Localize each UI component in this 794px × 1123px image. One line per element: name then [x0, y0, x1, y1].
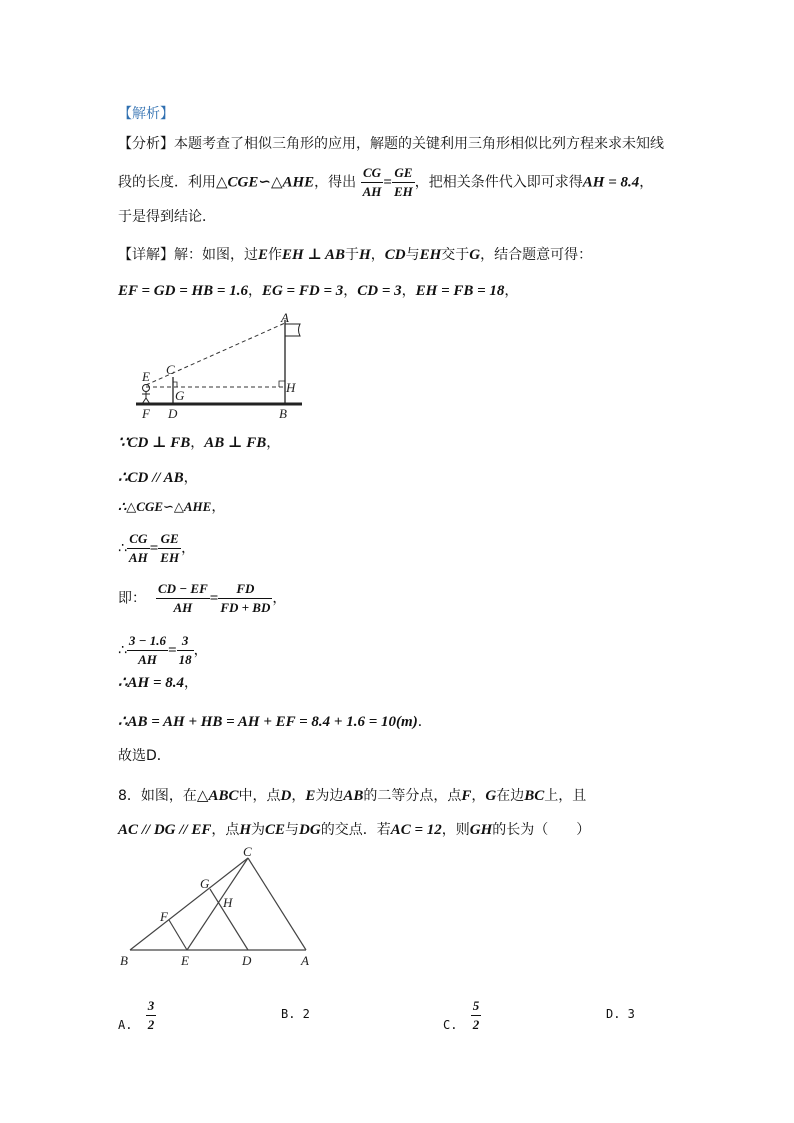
step-6-fraction-2: [177, 632, 194, 669]
frac-den: AH: [362, 184, 382, 199]
step-7-expr: ∴AH = 8.4: [118, 675, 185, 691]
separator: ，: [211, 499, 226, 515]
frac-num: CG: [361, 164, 384, 183]
frac-num: 3 − 1.6: [127, 632, 168, 651]
step-8: [118, 712, 432, 732]
label-a: A: [281, 310, 289, 325]
frac-den: AH: [173, 600, 193, 615]
separator: ，: [190, 435, 205, 451]
frac-den: 2: [147, 1017, 155, 1032]
analysis-text-2a: 段的长度．利用: [118, 174, 216, 191]
point-h: H: [239, 822, 252, 838]
analysis-text-2b: ，得出: [314, 174, 357, 191]
frac-den: AH: [128, 550, 148, 565]
step-3-expr: ∴△CGE∽△AHE: [118, 499, 212, 514]
equation-2: EG = FD = 3: [261, 283, 344, 299]
step-3: [118, 497, 225, 517]
segment-bc: BC: [524, 788, 545, 804]
q-text: 为边: [315, 788, 344, 804]
q-text: ，点: [211, 822, 240, 838]
separator: ，: [193, 642, 208, 659]
segment-eh: EH: [419, 247, 442, 263]
side-ca: [248, 858, 306, 950]
point-h: H: [359, 247, 371, 263]
q-text: ，: [291, 788, 306, 804]
step-1-expr: ∵CD ⊥ FB: [118, 435, 191, 451]
ah-value: AH = 8.4: [582, 174, 640, 191]
detail-text: 与: [405, 247, 420, 263]
option-d[interactable]: D. 3: [606, 1007, 635, 1021]
perpendicular-expr: EH ⊥ AB: [282, 247, 346, 263]
label-c: C: [243, 844, 252, 859]
frac-num: CD − EF: [156, 580, 210, 599]
label-g: G: [200, 876, 210, 891]
segment-ce: CE: [265, 822, 286, 838]
analysis-text-2c: ，把相关条件代入即可求得: [414, 174, 583, 191]
label-h: H: [223, 895, 233, 910]
step-6-fraction-1: [127, 632, 168, 669]
separator: ，: [181, 540, 196, 557]
frac-num: 5: [471, 997, 482, 1016]
label-b: B: [120, 953, 128, 968]
option-c[interactable]: [443, 998, 481, 1044]
frac-num: CG: [127, 530, 150, 549]
option-b[interactable]: B. 2: [281, 1007, 310, 1021]
triangle-figure: [115, 843, 325, 973]
option-c-label: C.: [443, 1018, 458, 1032]
separator: ，: [184, 675, 199, 691]
q-text: ，: [471, 788, 486, 804]
equation-3: CD = 3: [357, 283, 402, 299]
separator: ，: [247, 283, 262, 299]
detail-tag: 【详解】: [118, 247, 174, 263]
segment-ef-line: [169, 920, 187, 950]
label-e: E: [142, 369, 150, 384]
frac-den: 2: [472, 1017, 480, 1032]
analysis-text-1: 本题考查了相似三角形的应用，解题的关键利用三角形相似比列方程来求未知线: [174, 136, 664, 152]
detail-line-2: [118, 281, 518, 301]
ratio-fraction-1: [361, 164, 384, 201]
frac-den: EH: [160, 550, 180, 565]
separator: ，: [266, 435, 281, 451]
frac-den: 18: [178, 652, 192, 667]
point-g: G: [469, 247, 481, 263]
label-d: D: [242, 953, 252, 968]
therefore-symbol: ∴: [118, 540, 127, 557]
point-g: G: [485, 788, 497, 804]
label-f: F: [160, 909, 168, 924]
step-6: ∴ $\frac{3 - 1.6}{AH}$ = $\frac{3}{18}$ ，: [118, 633, 208, 667]
label-c: C: [166, 362, 175, 377]
separator: ，: [272, 590, 287, 607]
analysis-line-3: 于是得到结论．: [118, 209, 216, 225]
similar-triangles: △CGE∽△AHE: [216, 174, 315, 191]
detail-text: 于: [345, 247, 360, 263]
frac-num: 3: [177, 632, 194, 651]
segment-dg: DG: [299, 822, 321, 838]
separator: ．: [417, 714, 432, 730]
frac-num: GE: [158, 530, 181, 549]
segment-cd: CD: [384, 247, 406, 263]
step-1: [118, 433, 280, 453]
analysis-text-2d: ，: [639, 174, 654, 191]
label-b: B: [279, 406, 287, 421]
step-1b-expr: AB ⊥ FB: [204, 435, 267, 451]
separator: ，: [504, 283, 519, 299]
equation-4: EH = FB = 18: [415, 283, 505, 299]
detail-line-1: [118, 245, 592, 265]
q-text: 的交点．若: [320, 822, 391, 838]
detail-text: 解：如图，过: [174, 247, 258, 263]
ac-value: AC = 12: [390, 822, 442, 838]
frac-den: AH: [138, 652, 157, 667]
triangle-abc: △ABC: [196, 788, 239, 804]
segment-gh: GH: [469, 822, 493, 838]
question-8-line-2: [118, 820, 590, 840]
therefore-symbol: ∴: [118, 642, 127, 659]
option-c-fraction: [471, 997, 482, 1034]
separator: ，: [343, 283, 358, 299]
label-a: A: [301, 953, 309, 968]
ratio-fraction-2: [392, 164, 415, 201]
label-f: F: [142, 406, 150, 421]
analysis-line-2: 段的长度．利用△CGE∽△AHE，得出 $\frac{CG}{AH}$ = $\frac{GE}{EH}$ ，把相关条件代入即可求得AH = 8.4，: [118, 165, 654, 199]
frac-den: EH: [393, 184, 413, 199]
separator: ，: [183, 470, 198, 486]
frac-den: FD + BD: [220, 600, 271, 615]
option-a[interactable]: [118, 998, 156, 1044]
label-h: H: [286, 380, 296, 395]
q-text: 上，且: [544, 788, 587, 804]
option-a-label: A.: [118, 1018, 133, 1032]
namely-text: 即：: [118, 590, 146, 607]
solution-heading: 【解析】: [118, 106, 174, 122]
step-2: [118, 468, 198, 488]
q-text: ，则: [441, 822, 470, 838]
step-4: ∴ $\frac{CG}{AH}$ = $\frac{GE}{EH}$ ，: [118, 531, 196, 565]
q-text: 为: [251, 822, 266, 838]
q-text: 在边: [496, 788, 525, 804]
detail-text: 交于: [441, 247, 470, 263]
q-text: 中，点: [238, 788, 281, 804]
analysis-tag: 【分析】: [118, 136, 174, 152]
detail-text: ，: [370, 247, 385, 263]
equation-1: EF = GD = HB = 1.6: [118, 283, 248, 299]
step-8-expr: ∴AB = AH + HB = AH + EF = 8.4 + 1.6 = 10(m): [118, 714, 418, 730]
point-e: E: [305, 788, 316, 804]
question-8-line-1: [118, 786, 586, 806]
flagpole-figure: [126, 308, 316, 423]
detail-text: 作: [268, 247, 283, 263]
right-angle-mark: [279, 381, 285, 387]
q-text: 的二等分点，点: [363, 788, 462, 804]
q-text: 的长为（ ）: [492, 822, 591, 838]
point-f: F: [461, 788, 472, 804]
label-e: E: [181, 953, 189, 968]
separator: ，: [401, 283, 416, 299]
frac-num: 3: [146, 997, 157, 1016]
parallel-expr: AC // DG // EF: [118, 822, 212, 838]
segment-ab: AB: [343, 788, 364, 804]
label-d: D: [168, 406, 178, 421]
step-5-fraction-2: [218, 580, 272, 617]
step-5: 即： $\frac{CD - EF}{AH}$ = $\frac{FD}{FD + BD}$ ，: [118, 581, 287, 615]
frac-num: GE: [392, 164, 415, 183]
label-g: G: [175, 388, 185, 403]
q-text: 与: [285, 822, 300, 838]
q-text: 8．如图，在: [118, 788, 197, 804]
step-4-fraction-1: [127, 530, 150, 567]
analysis-line-1: [118, 134, 664, 154]
step-7: [118, 673, 198, 693]
option-a-fraction: [146, 997, 157, 1034]
point-d: D: [280, 788, 292, 804]
conclusion: 故选D．: [118, 748, 171, 764]
detail-text: ，结合题意可得：: [480, 247, 593, 263]
step-5-fraction-1: [156, 580, 210, 617]
frac-num: FD: [218, 580, 272, 599]
flag-icon: [285, 324, 300, 336]
step-2-expr: ∴CD // AB: [118, 470, 184, 486]
step-4-fraction-2: [158, 530, 181, 567]
point-e: E: [258, 247, 269, 263]
